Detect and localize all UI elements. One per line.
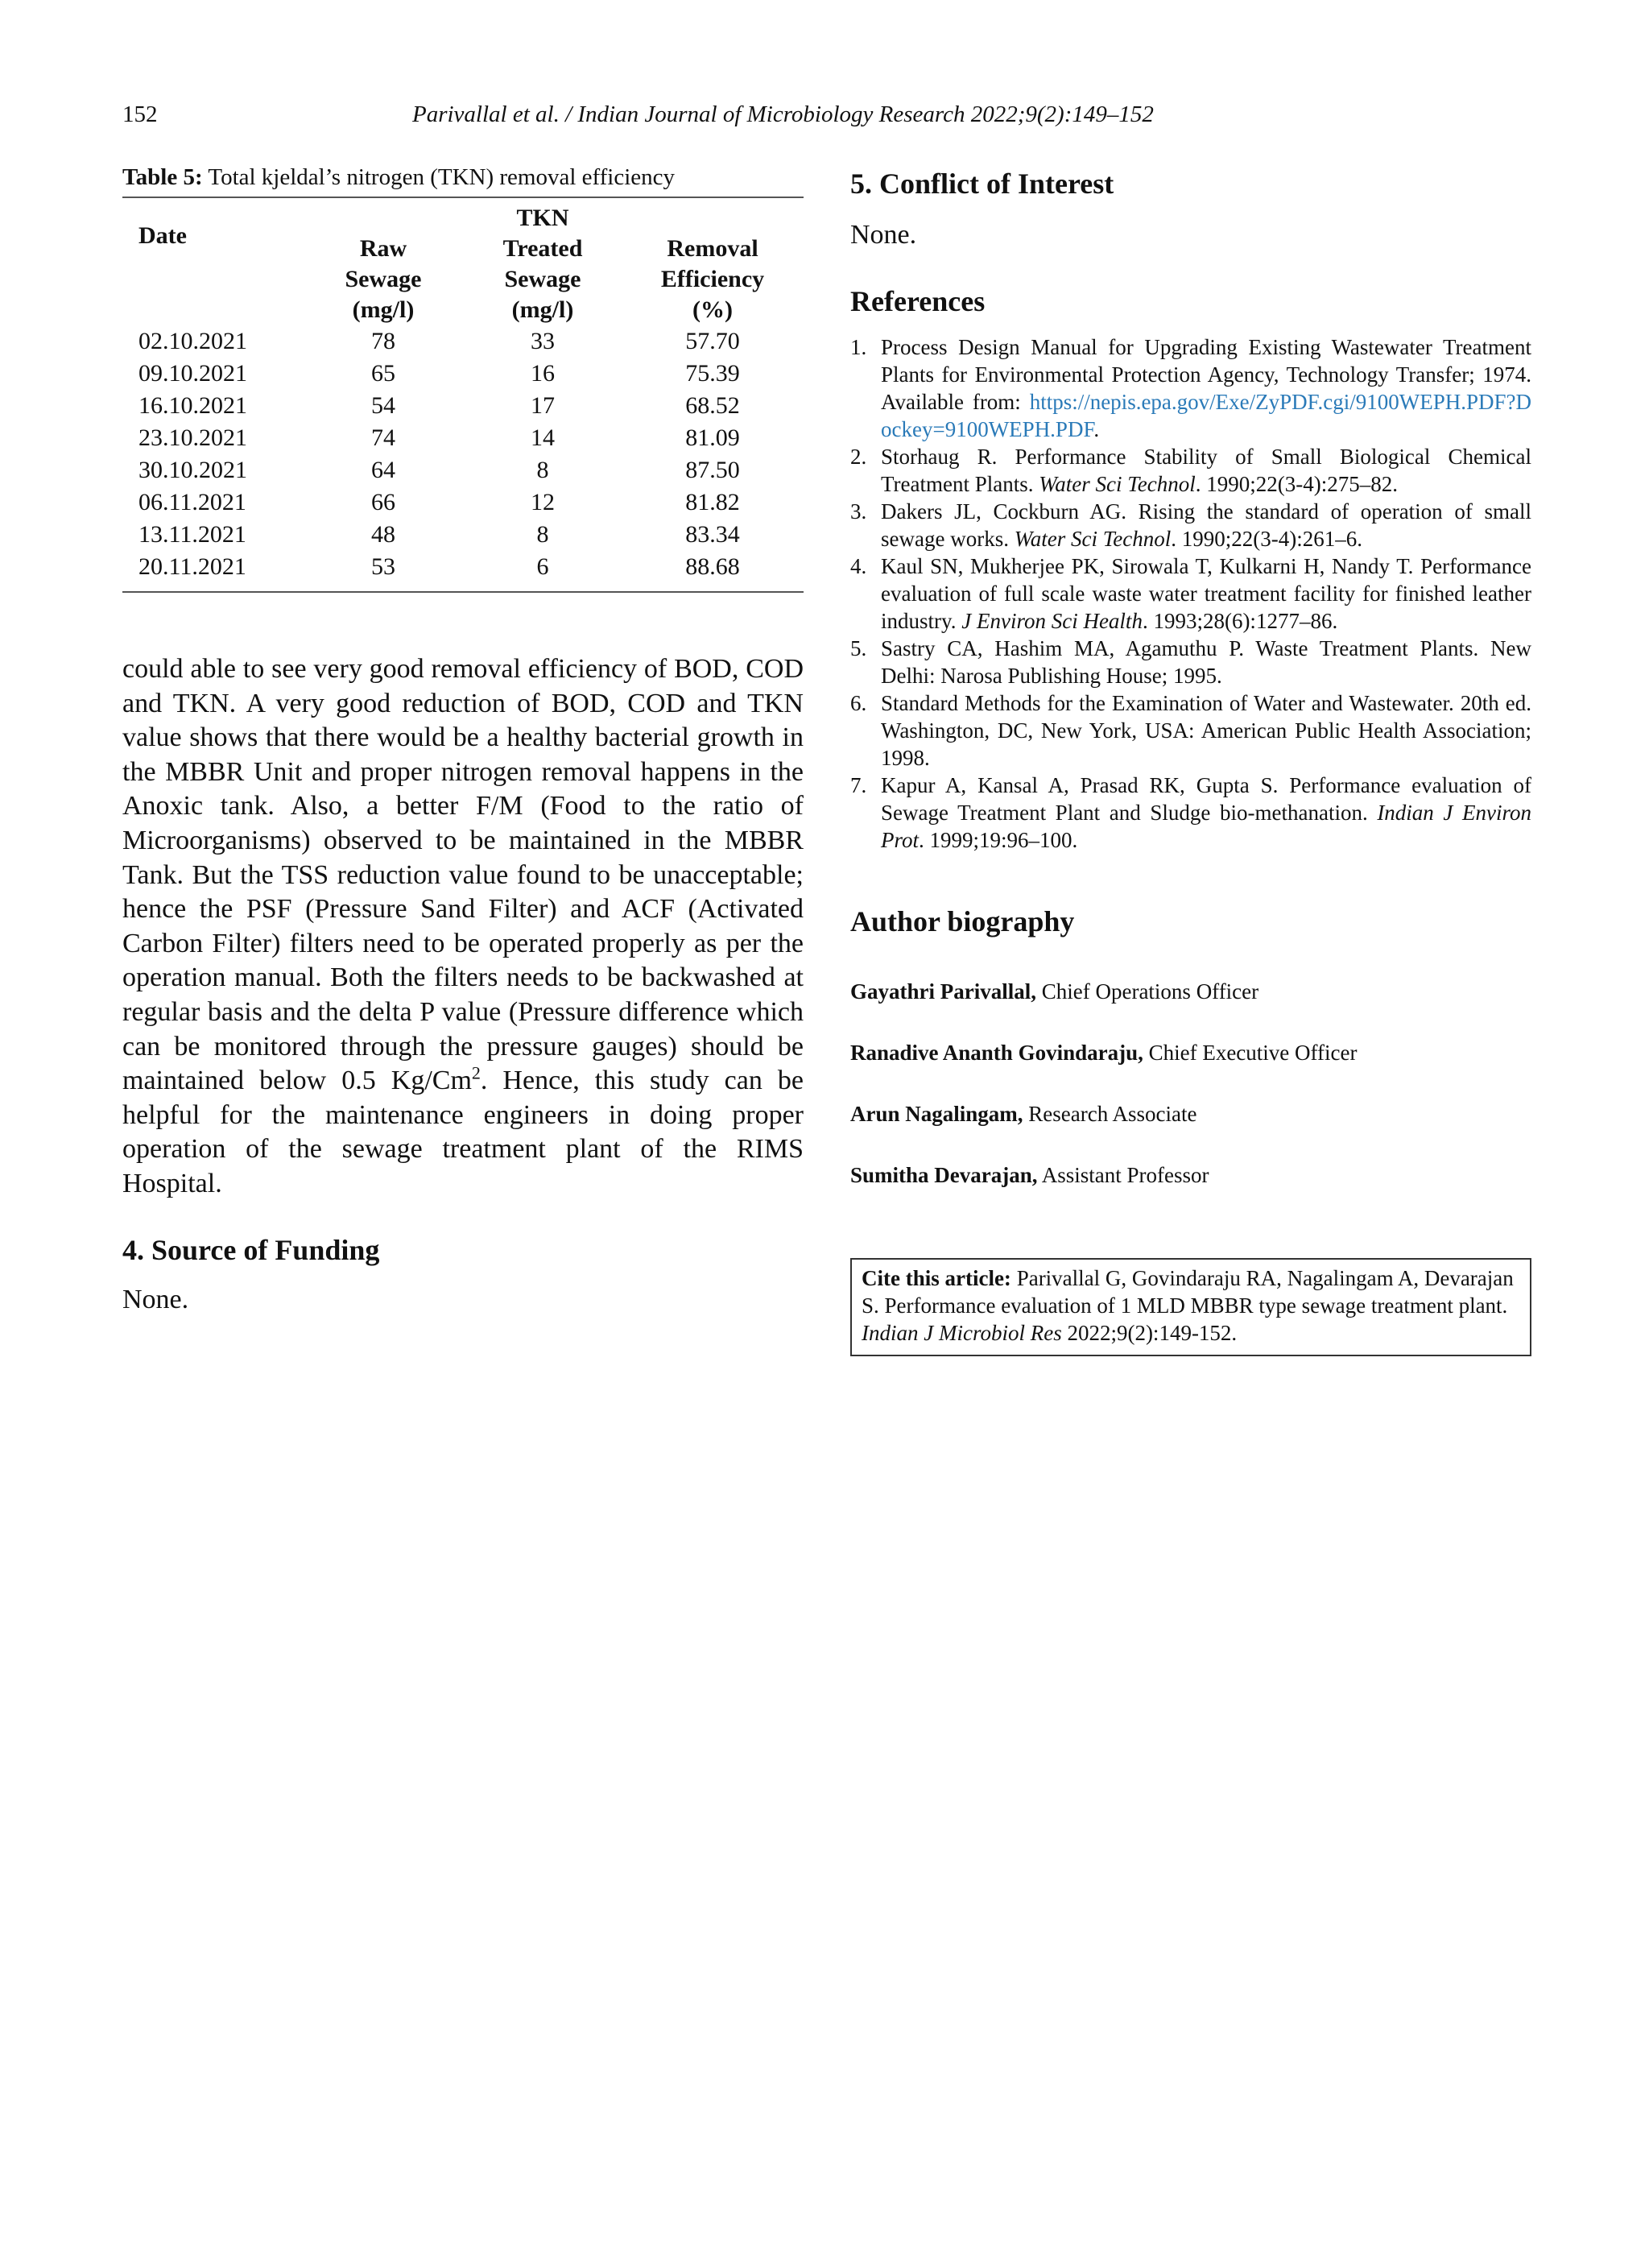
- conflict-text: None.: [850, 220, 917, 250]
- page-number: 152: [122, 101, 158, 127]
- reference-list: [850, 333, 1531, 854]
- cite-this-article-box: Cite this article: Parivallal G, Govindaraju RA, Nagalingam A, Devarajan S. Performance evaluation of 1 MLD MBBR type sewage treatment plant. Indian J Microbiol Res 2022;9(2):149-152.: [850, 1258, 1531, 1356]
- section-heading-conflict: 5. Conflict of Interest: [850, 168, 1114, 200]
- section-heading-funding: 4. Source of Funding: [122, 1233, 380, 1266]
- col-group-tkn: TKN: [516, 205, 569, 231]
- reference-item: 2. Storhaug R. Performance Stability of Small Biological Chemical Treatment Plants. Water Sci Technol. 1990;22(3-4):275–82.: [850, 445, 1531, 496]
- table-caption-label: Table 5:: [122, 164, 203, 190]
- reference-item: 4. Kaul SN, Mukherjee PK, Sirowala T, Kulkarni H, Nandy T. Performance evaluation of full scale waste water treatment facility for finished leather industry. J Environ Sci Health. 1993;28(6):1277–86.: [850, 554, 1531, 633]
- table-caption-text: Total kjeldal’s nitrogen (TKN) removal efficiency: [202, 164, 676, 190]
- author-bio: Ranadive Ananth Govindaraju, Chief Executive Officer: [850, 1041, 1358, 1065]
- col-header-treated: Treated Sewage (mg/l): [502, 235, 583, 323]
- author-bio: Arun Nagalingam, Research Associate: [850, 1102, 1197, 1126]
- table-row: 02.10.2021 78 33 57.70: [138, 328, 740, 354]
- table-row: 20.11.2021 53 6 88.68: [138, 553, 740, 580]
- reference-link[interactable]: https://nepis.epa.gov/Exe/ZyPDF.cgi/9100WEPH.PDF?Dockey=9100WEPH.PDF: [881, 390, 1531, 441]
- col-header-date: Date: [138, 222, 187, 249]
- reference-item: 7. Kapur A, Kansal A, Prasad RK, Gupta S. Performance evaluation of Sewage Treatment Plant and Sludge bio-methanation. Indian J Environ Prot. 1999;19:96–100.: [850, 773, 1531, 852]
- right-column: [850, 161, 1531, 1356]
- left-column: [122, 161, 804, 1318]
- author-biography-heading: Author biography: [850, 905, 1075, 937]
- table-row: 23.10.2021 74 14 81.09: [138, 424, 740, 451]
- table-row: 30.10.2021 64 8 87.50: [138, 457, 740, 483]
- cite-label: Cite this article:: [862, 1266, 1011, 1290]
- references-heading: References: [850, 285, 986, 317]
- table-bottom-rule: [122, 591, 804, 593]
- discussion-paragraph: could able to see very good removal efficiency of BOD, COD and TKN. A very good reduction of BOD, COD and TKN value shows that there would be a healthy bacterial growth in the MBBR Unit and proper nitrogen removal happens in the Anoxic tank. Also, a better F/M (Food to the ratio of Microorganisms) observed to be maintained in the MBBR Tank. But the TSS reduction value found to be unacceptable; hence the PSF (Pressure Sand Filter) and ACF (Activated Carbon Filter) filters need to be operated properly as per the operation manual. Both the filters needs to be backwashed at regular basis and the delta P value (Pressure difference which can be monitored through the pressure gauges) should be maintained below 0.5 Kg/Cm$^2$. Hence, this study can be helpful for the maintenance engineers in doing proper operation of the sewage treatment plant of the RIMS Hospital.: [122, 654, 804, 1198]
- table-row: 06.11.2021 66 12 81.82: [138, 489, 740, 515]
- author-bio: Gayathri Parivallal, Chief Operations Officer: [850, 979, 1259, 1004]
- tkn-table: [122, 198, 804, 583]
- col-header-removal: Removal Efficiency (%): [660, 235, 765, 323]
- reference-item: 5. Sastry CA, Hashim MA, Agamuthu P. Waste Treatment Plants. New Delhi: Narosa Publishing House; 1995.: [850, 636, 1531, 688]
- table-row: 09.10.2021 65 16 75.39: [138, 360, 740, 387]
- reference-item: 1. Process Design Manual for Upgrading Existing Wastewater Treatment Plants for Environmental Protection Agency, Technology Transfer; 1974. Available from: https://nepis.epa.gov/Exe/ZyPDF.cgi/9100WEPH.PDF?Dockey=9100WEPH.PDF.: [850, 335, 1531, 441]
- superscript-2: 2: [471, 1062, 481, 1083]
- table-row: 13.11.2021 48 8 83.34: [138, 521, 740, 548]
- running-title: Parivallal et al. / Indian Journal of Microbiology Research 2022;9(2):149–152: [412, 101, 1154, 127]
- funding-text: None.: [122, 1284, 189, 1314]
- reference-item: 6. Standard Methods for the Examination of Water and Wastewater. 20th ed. Washington, DC, New York, USA: American Public Health Association; 1998.: [850, 691, 1531, 770]
- table-row: 16.10.2021 54 17 68.52: [138, 392, 740, 419]
- col-header-raw: Raw Sewage (mg/l): [345, 235, 422, 323]
- reference-item: 3. Dakers JL, Cockburn AG. Rising the standard of operation of small sewage works. Water Sci Technol. 1990;22(3-4):261–6.: [850, 499, 1531, 551]
- author-bio: Sumitha Devarajan, Assistant Professor: [850, 1163, 1209, 1187]
- table-caption: [122, 161, 804, 193]
